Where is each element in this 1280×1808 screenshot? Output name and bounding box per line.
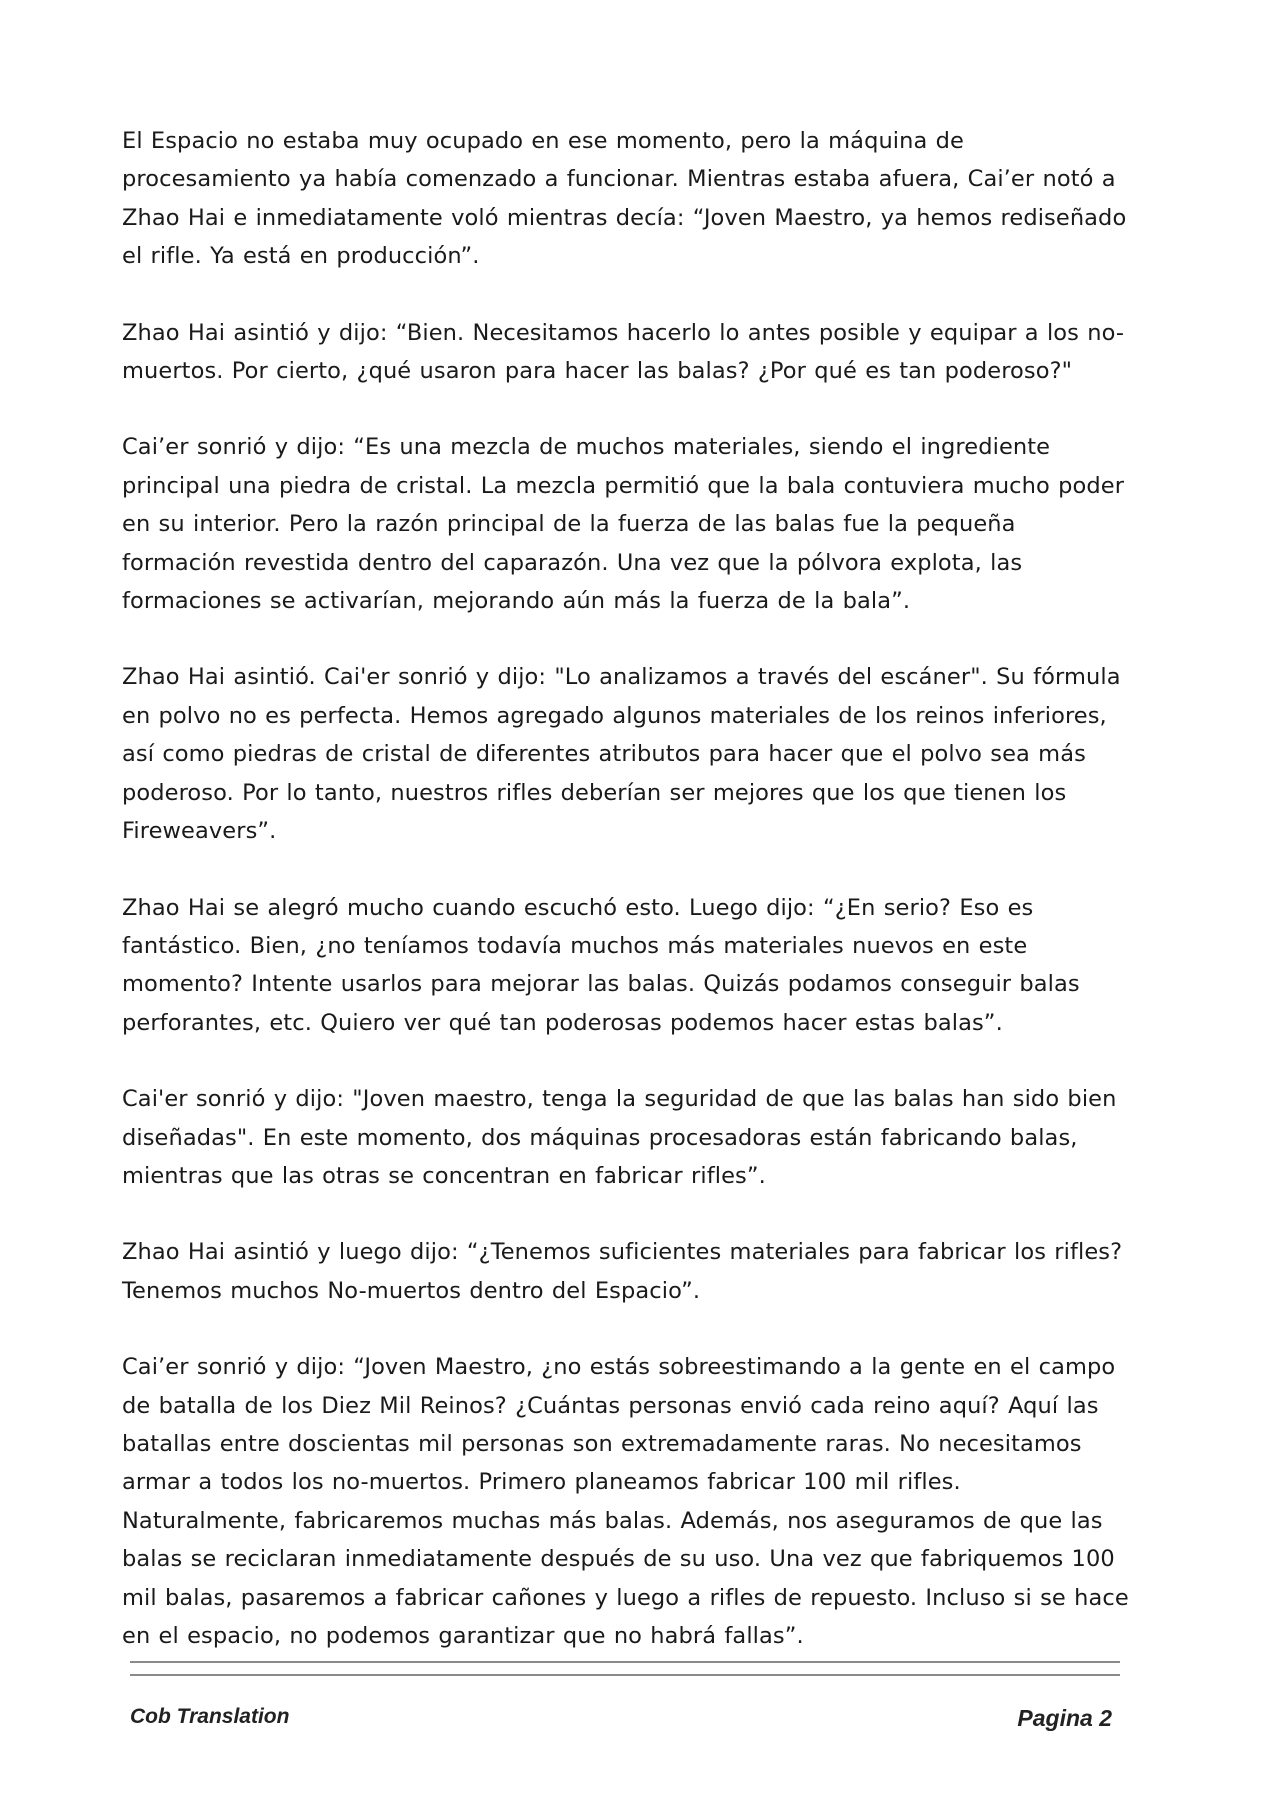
paragraph: Zhao Hai asintió y dijo: “Bien. Necesitamos hacerlo lo antes posible y equipar a los no-muertos. Por cierto, ¿qué usaron para hacer las balas? ¿Por qué es tan poderoso?" xyxy=(122,319,1125,385)
paragraph: Zhao Hai se alegró mucho cuando escuchó esto. Luego dijo: “¿En serio? Eso es fantástico. Bien, ¿no teníamos todavía muchos más materiales nuevos en este momento? Intente usarlos para mejorar las balas. Quizás podamos conseguir balas perforantes, etc. Quiero ver qué tan poderosas podemos hacer estas balas”. xyxy=(122,894,1080,1036)
paragraph: Zhao Hai asintió. Cai'er sonrió y dijo: "Lo analizamos a través del escáner". Su fórmula en polvo no es perfecta. Hemos agregado algunos materiales de los reinos inferiores, así como piedras de cristal de diferentes atributos para hacer que el polvo sea más poderoso. Por lo tanto, nuestros rifles deberían ser mejores que los que tienen los Fireweavers”. xyxy=(122,664,1121,845)
paragraph: Cai’er sonrió y dijo: “Es una mezcla de muchos materiales, siendo el ingrediente principal una piedra de cristal. La mezcla permitió que la bala contuviera mucho poder en su interior. Pero la razón principal de la fuerza de las balas fue la pequeña formación revestida dentro del caparazón. Una vez que la pólvora explota, las formaciones se activarían, mejorando aún más la fuerza de la bala”. xyxy=(122,434,1125,615)
paragraph: El Espacio no estaba muy ocupado en ese momento, pero la máquina de procesamiento ya había comenzado a funcionar. Mientras estaba afuera, Cai’er notó a Zhao Hai e inmediatamente voló mientras decía: “Joven Maestro, ya hemos rediseñado el rifle. Ya está en producción”. xyxy=(122,128,1127,270)
paragraph: Cai'er sonrió y dijo: "Joven maestro, tenga la seguridad de que las balas han sido bien diseñadas". En este momento, dos máquinas procesadoras están fabricando balas, mientras que las otras se concentran en fabricar rifles”. xyxy=(122,1086,1117,1189)
footer-page-number: Pagina 2 xyxy=(1017,1705,1112,1731)
document-body xyxy=(122,122,1130,1693)
paragraph: Cai’er sonrió y dijo: “Joven Maestro, ¿no estás sobreestimando a la gente en el campo de batalla de los Diez Mil Reinos? ¿Cuántas personas envió cada reino aquí? Aquí las batallas entre doscientas mil personas son extremadamente raras. No necesitamos armar a todos los no-muertos. Primero planeamos fabricar 100 mil rifles. Naturalmente, fabricaremos muchas más balas. Además, nos aseguramos de que las balas se reciclaran inmediatamente después de su uso. Una vez que fabriquemos 100 mil balas, pasaremos a fabricar cañones y luego a rifles de repuesto. Incluso si se hace en el espacio, no podemos garantizar que no habrá fallas”. xyxy=(122,1354,1129,1649)
footer-divider-top xyxy=(130,1661,1120,1663)
paragraph: Zhao Hai asintió y luego dijo: “¿Tenemos suficientes materiales para fabricar los rifles? Tenemos muchos No-muertos dentro del Espacio”. xyxy=(122,1239,1123,1304)
footer-divider-bottom xyxy=(130,1674,1120,1676)
footer-translator-credit: Cob Translation xyxy=(130,1705,290,1728)
